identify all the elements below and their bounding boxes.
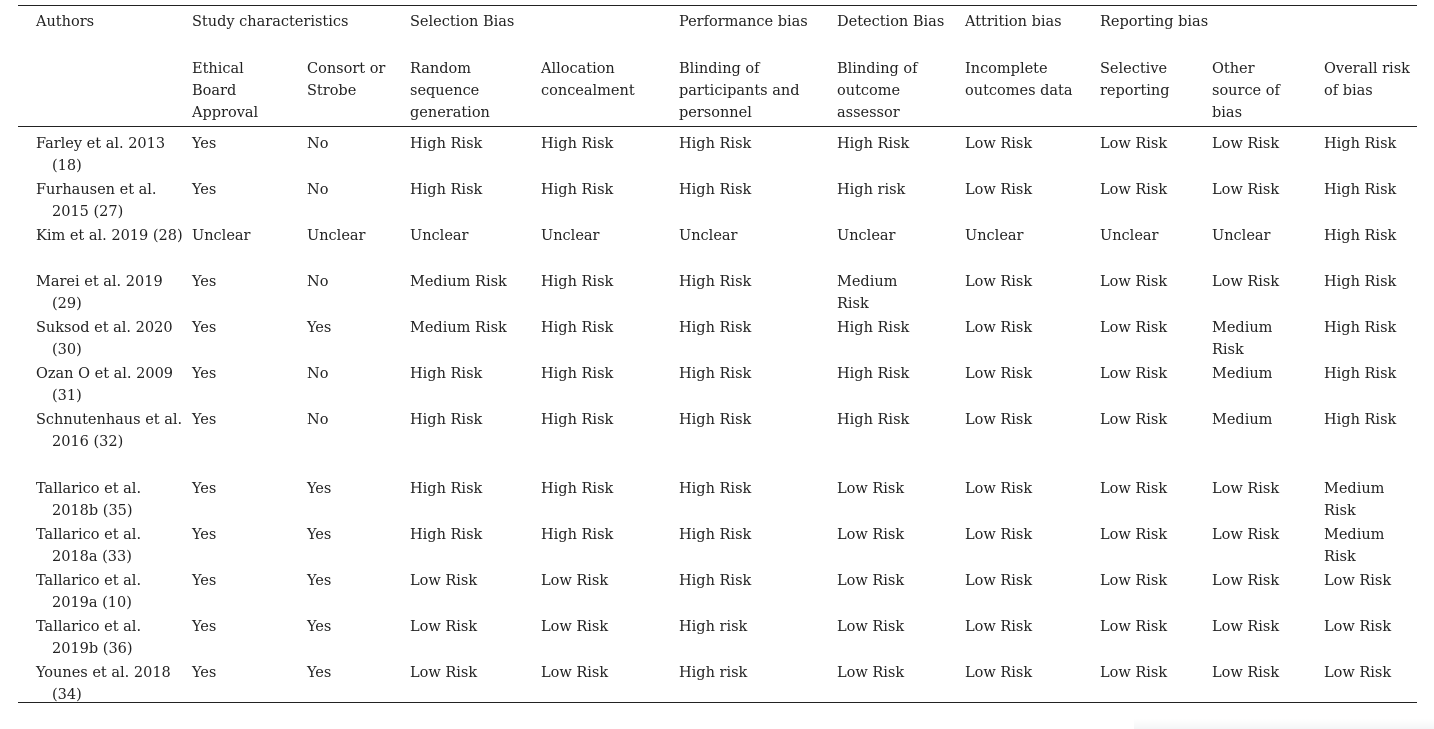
cell-ethical: Yes xyxy=(192,182,217,198)
cell-allocation: Unclear xyxy=(541,228,600,244)
cell-allocation: High Risk xyxy=(541,527,614,543)
header-selective: Selective reporting xyxy=(1100,61,1170,99)
cell-consort: No xyxy=(307,412,329,428)
cell-allocation: Low Risk xyxy=(541,665,609,681)
cell-random: Unclear xyxy=(410,228,469,244)
cell-incomplete: Low Risk xyxy=(965,320,1033,336)
cell-overall: Low Risk xyxy=(1324,665,1392,681)
cell-overall: High Risk xyxy=(1324,366,1397,382)
cell-author: Marei et al. 2019 (29) xyxy=(36,274,163,312)
cell-consort: Yes xyxy=(307,320,332,336)
cell-blinding-outcome: Medium Risk xyxy=(837,274,898,312)
cell-other: Low Risk xyxy=(1212,573,1280,589)
cell-other: Low Risk xyxy=(1212,182,1280,198)
cell-author: Ozan O et al. 2009 (31) xyxy=(36,366,174,404)
header-group-selection: Selection Bias xyxy=(410,14,515,30)
cell-selective: Low Risk xyxy=(1100,619,1168,635)
header-blinding-outcome: Blinding of outcome assessor xyxy=(837,61,918,121)
cell-blinding-outcome: Low Risk xyxy=(837,619,905,635)
cell-blinding-outcome: High risk xyxy=(837,182,906,198)
cell-incomplete: Low Risk xyxy=(965,665,1033,681)
cell-incomplete: Low Risk xyxy=(965,366,1033,382)
cell-blinding-participants: High risk xyxy=(679,619,748,635)
cell-other: Unclear xyxy=(1212,228,1271,244)
table-row xyxy=(18,265,1417,311)
cell-incomplete: Low Risk xyxy=(965,412,1033,428)
cell-blinding-outcome: High Risk xyxy=(837,366,910,382)
cell-consort: Yes xyxy=(307,665,332,681)
cell-consort: No xyxy=(307,182,329,198)
cell-author: Kim et al. 2019 (28) xyxy=(36,228,183,244)
cell-other: Medium xyxy=(1212,412,1273,428)
cell-incomplete: Low Risk xyxy=(965,619,1033,635)
cell-allocation: High Risk xyxy=(541,182,614,198)
cell-selective: Low Risk xyxy=(1100,320,1168,336)
cell-blinding-participants: High Risk xyxy=(679,136,752,152)
cell-random: Medium Risk xyxy=(410,320,507,336)
cell-blinding-participants: High Risk xyxy=(679,527,752,543)
cell-other: Medium Risk xyxy=(1212,320,1273,358)
cell-overall: Medium Risk xyxy=(1324,481,1385,519)
cell-consort: Unclear xyxy=(307,228,366,244)
header-authors: Authors xyxy=(36,14,95,30)
cell-consort: No xyxy=(307,274,329,290)
risk-of-bias-table xyxy=(18,5,1417,703)
cell-selective: Low Risk xyxy=(1100,527,1168,543)
cell-random: High Risk xyxy=(410,366,483,382)
cell-overall: High Risk xyxy=(1324,412,1397,428)
cell-allocation: High Risk xyxy=(541,136,614,152)
table-group-header xyxy=(18,6,1417,56)
cell-consort: No xyxy=(307,366,329,382)
table-row xyxy=(18,472,1417,518)
cell-blinding-outcome: High Risk xyxy=(837,136,910,152)
cell-incomplete: Low Risk xyxy=(965,481,1033,497)
cell-incomplete: Low Risk xyxy=(965,182,1033,198)
header-blinding-participants: Blinding of participants and personnel xyxy=(679,61,800,121)
cell-ethical: Yes xyxy=(192,320,217,336)
table-row xyxy=(18,656,1417,702)
table-row xyxy=(18,127,1417,173)
cell-author: Schnutenhaus et al. 2016 (32) xyxy=(36,412,183,450)
cell-author: Tallarico et al. 2018a (33) xyxy=(36,527,142,565)
cell-author: Tallarico et al. 2019a (10) xyxy=(36,573,142,611)
cell-ethical: Yes xyxy=(192,136,217,152)
cell-ethical: Yes xyxy=(192,665,217,681)
cell-random: High Risk xyxy=(410,136,483,152)
cell-selective: Low Risk xyxy=(1100,412,1168,428)
cell-selective: Low Risk xyxy=(1100,136,1168,152)
table-row xyxy=(18,311,1417,357)
cell-consort: Yes xyxy=(307,527,332,543)
cell-allocation: Low Risk xyxy=(541,619,609,635)
cell-author: Younes et al. 2018 (34) xyxy=(36,665,171,703)
table-bottom-rule xyxy=(18,702,1417,703)
cell-blinding-participants: High Risk xyxy=(679,320,752,336)
cell-blinding-participants: High Risk xyxy=(679,182,752,198)
cell-other: Low Risk xyxy=(1212,481,1280,497)
cell-random: Low Risk xyxy=(410,619,478,635)
header-group-detection: Detection Bias xyxy=(837,14,945,30)
cell-incomplete: Low Risk xyxy=(965,527,1033,543)
cell-consort: Yes xyxy=(307,481,332,497)
header-consort: Consort or Strobe xyxy=(307,61,386,99)
cell-author: Farley et al. 2013 (18) xyxy=(36,136,166,174)
table-row xyxy=(18,403,1417,472)
header-group-attrition: Attrition bias xyxy=(965,14,1062,30)
cell-ethical: Yes xyxy=(192,366,217,382)
cell-author: Tallarico et al. 2019b (36) xyxy=(36,619,142,657)
cell-other: Low Risk xyxy=(1212,136,1280,152)
cell-allocation: High Risk xyxy=(541,320,614,336)
cell-allocation: Low Risk xyxy=(541,573,609,589)
cell-other: Medium xyxy=(1212,366,1273,382)
cell-blinding-outcome: High Risk xyxy=(837,320,910,336)
cell-overall: High Risk xyxy=(1324,320,1397,336)
cell-blinding-outcome: Unclear xyxy=(837,228,896,244)
cell-selective: Low Risk xyxy=(1100,182,1168,198)
cell-incomplete: Low Risk xyxy=(965,136,1033,152)
cell-selective: Low Risk xyxy=(1100,665,1168,681)
cell-allocation: High Risk xyxy=(541,274,614,290)
cell-blinding-participants: High Risk xyxy=(679,274,752,290)
cell-selective: Unclear xyxy=(1100,228,1159,244)
header-incomplete: Incomplete outcomes data xyxy=(965,61,1073,99)
cell-blinding-outcome: Low Risk xyxy=(837,527,905,543)
header-group-reporting: Reporting bias xyxy=(1100,14,1209,30)
cell-random: High Risk xyxy=(410,481,483,497)
cell-author: Furhausen et al. 2015 (27) xyxy=(36,182,157,220)
cell-author: Tallarico et al. 2018b (35) xyxy=(36,481,142,519)
cell-blinding-participants: Unclear xyxy=(679,228,738,244)
table-row xyxy=(18,518,1417,564)
header-group-performance: Performance bias xyxy=(679,14,808,30)
cell-consort: Yes xyxy=(307,573,332,589)
cell-ethical: Yes xyxy=(192,573,217,589)
cell-overall: High Risk xyxy=(1324,274,1397,290)
cell-ethical: Yes xyxy=(192,619,217,635)
cell-overall: High Risk xyxy=(1324,136,1397,152)
cell-allocation: High Risk xyxy=(541,366,614,382)
header-group-study: Study characteristics xyxy=(192,14,349,30)
cell-selective: Low Risk xyxy=(1100,274,1168,290)
cell-selective: Low Risk xyxy=(1100,573,1168,589)
header-random: Random sequence generation xyxy=(410,61,490,121)
cell-consort: Yes xyxy=(307,619,332,635)
cell-overall: Low Risk xyxy=(1324,619,1392,635)
cell-blinding-outcome: Low Risk xyxy=(837,481,905,497)
page-corner-shade xyxy=(1134,719,1434,729)
cell-random: Low Risk xyxy=(410,573,478,589)
cell-ethical: Yes xyxy=(192,481,217,497)
cell-incomplete: Low Risk xyxy=(965,274,1033,290)
header-other: Other source of bias xyxy=(1212,61,1280,121)
header-allocation: Allocation concealment xyxy=(541,61,635,99)
cell-ethical: Unclear xyxy=(192,228,251,244)
cell-random: High Risk xyxy=(410,182,483,198)
cell-overall: Medium Risk xyxy=(1324,527,1385,565)
table-row xyxy=(18,357,1417,403)
cell-random: Low Risk xyxy=(410,665,478,681)
cell-random: Medium Risk xyxy=(410,274,507,290)
table-row xyxy=(18,564,1417,610)
cell-consort: No xyxy=(307,136,329,152)
cell-blinding-outcome: High Risk xyxy=(837,412,910,428)
cell-random: High Risk xyxy=(410,527,483,543)
cell-author: Suksod et al. 2020 (30) xyxy=(36,320,173,358)
header-ethical: Ethical Board Approval xyxy=(192,61,259,121)
table-row xyxy=(18,610,1417,656)
cell-blinding-participants: High Risk xyxy=(679,366,752,382)
cell-blinding-participants: High Risk xyxy=(679,573,752,589)
cell-allocation: High Risk xyxy=(541,412,614,428)
cell-blinding-outcome: Low Risk xyxy=(837,665,905,681)
cell-other: Low Risk xyxy=(1212,619,1280,635)
cell-blinding-participants: High Risk xyxy=(679,412,752,428)
cell-random: High Risk xyxy=(410,412,483,428)
table-row xyxy=(18,219,1417,265)
cell-other: Low Risk xyxy=(1212,527,1280,543)
cell-other: Low Risk xyxy=(1212,274,1280,290)
cell-overall: Low Risk xyxy=(1324,573,1392,589)
table-column-header xyxy=(18,56,1417,126)
cell-overall: High Risk xyxy=(1324,228,1397,244)
cell-blinding-participants: High Risk xyxy=(679,481,752,497)
table-body xyxy=(18,127,1417,702)
cell-ethical: Yes xyxy=(192,274,217,290)
cell-allocation: High Risk xyxy=(541,481,614,497)
cell-other: Low Risk xyxy=(1212,665,1280,681)
cell-ethical: Yes xyxy=(192,412,217,428)
cell-overall: High Risk xyxy=(1324,182,1397,198)
cell-selective: Low Risk xyxy=(1100,481,1168,497)
cell-ethical: Yes xyxy=(192,527,217,543)
cell-blinding-participants: High risk xyxy=(679,665,748,681)
cell-blinding-outcome: Low Risk xyxy=(837,573,905,589)
table-row xyxy=(18,173,1417,219)
header-overall: Overall risk of bias xyxy=(1324,61,1410,99)
cell-incomplete: Low Risk xyxy=(965,573,1033,589)
cell-selective: Low Risk xyxy=(1100,366,1168,382)
cell-incomplete: Unclear xyxy=(965,228,1024,244)
